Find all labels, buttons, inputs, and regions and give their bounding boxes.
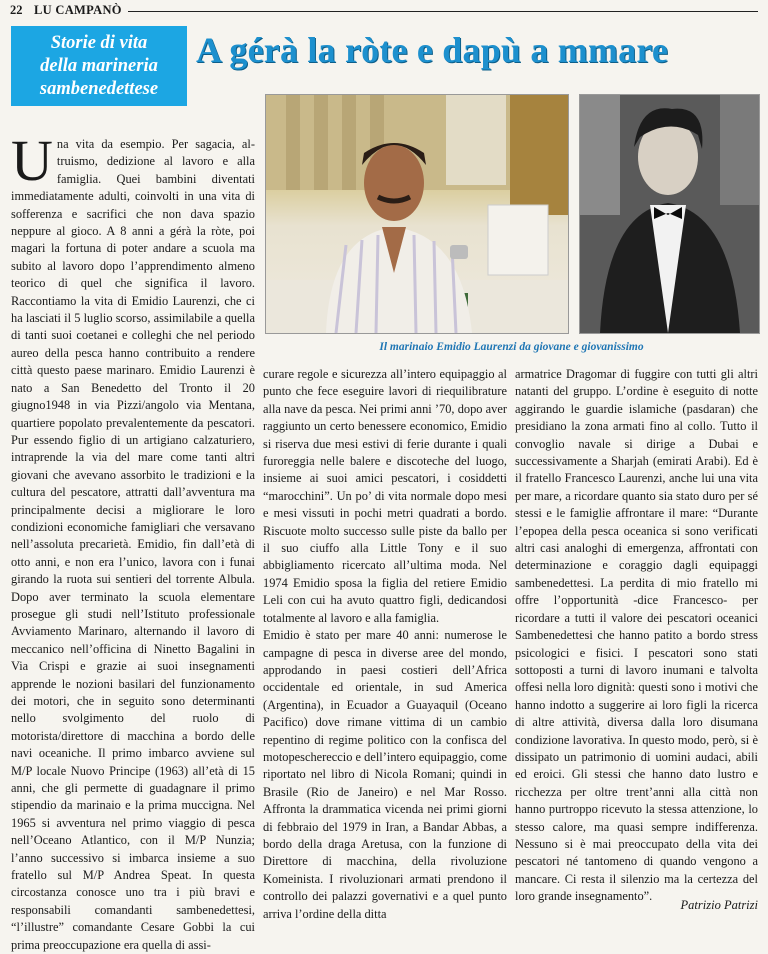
series-title-line-1: Storie di vita bbox=[50, 33, 148, 53]
author-signature: Patrizio Patrizi bbox=[680, 898, 758, 912]
photo-young-emidio bbox=[265, 94, 569, 334]
header-rule bbox=[128, 11, 758, 12]
article-paragraph: curare regole e sicurezza all’intero equipaggio al punto che fece eseguire lavori di riequilibrature alla nave da pesca. Nei primi anni ’70, dopo aver raggiunto un certo benessere economico, Emidio si riserva due mesi estivi di ferie durante i quali furoreggia nelle balere e discoteche del luogo, insieme ai suoi amici pescatori, i cosiddetti “marocchini”. Un po’ di vita normale dopo mesi e mesi vissuti in pochi metri quadrati a bordo. Riscuote molto successo sulle piste da ballo per il suo ciuffo alla Little Tony e il suo abbigliamento ricercato all’ultima moda. Nel 1974 Emidio sposa la figlia del retiere Emidio Leli con cui ha avuto quattro figli, dedicandosi totalmente al lavoro e alla famiglia. bbox=[263, 367, 507, 625]
magazine-name: LU CAMPANÒ bbox=[34, 3, 122, 17]
article-column-2 bbox=[263, 366, 507, 921]
article-column-3 bbox=[515, 366, 758, 906]
article-paragraph: Emidio è stato per mare 40 anni: numerose le campagne di pesca in diverse aree del mondo, approdando in paesi costieri dell’Africa occidentale ed orientale, in sud America (Argentina), in Ecuador a Guayaquil (Oceano Pacifico) dove rimane vittima di un cambio repentino di regime politico con la confisca del motopeschereccio e dell’intero equipaggio, come riportato nel libro di Nicola Romani; quindi in Brasile (Rio de Janeiro) e nel Mar Rosso. Affronta la drammatica vicenda nei primi giorni di febbraio del 1979 in Iran, a Bandar Abbas, a bordo della draga Aretusa, con la funzione di Direttore di macchina, della rivoluzione Komeinista. I rivoluzionari armati prendono il controllo dei palazzi governativi e a quel punto arriva l’ordine della ditta bbox=[263, 628, 507, 921]
photo-young-emidio-illustration bbox=[266, 95, 568, 333]
series-title-box bbox=[11, 26, 187, 106]
page-header bbox=[10, 3, 758, 19]
series-title-line-2: della marineria bbox=[40, 56, 158, 76]
page-number: 22 bbox=[10, 3, 23, 17]
series-title-line-3: sambenedettese bbox=[39, 79, 159, 99]
article-column-1-text: na vita da esempio. Per sagacia, altruismo, dedizione al lavoro e alla famiglia. Quei bambini diventati immediatamente adulti, coinvolti in una vita di sofferenza e sacrifici che non dava spazio neppure al gioco. A 8 anni a gérà la ròte, poi magari la fortuna di poter andare a scuola ma subito al lavoro dopo l’apprendimento almeno teorico di quel che significa il lavoro. Raccontiamo la vita di Emidio Laurenzi, che ci ha lasciati il 5 luglio scorso, assimilabile a quella di tanti suoi coetanei e colleghi che nel periodo aureo della pesca hanno contribuito a rendere città questo paese marinaro. Emidio Laurenzi è nato a San Benedetto del Tronto il 20 giugno1948 in via Pizzi/angolo via Mentana, quartiere popolato prevalentemente da pescatori. Pur essendo figlio di un artigiano calzaturiero, intraprende la via del mare come tanti altri giovani che avevano assorbito le tradizioni e la cultura del pescatore, attratti dall’avventura ma principalmente decisi a migliorare le loro condizioni economiche famigliari che versavano nell’assoluta precarietà. Emidio, fin dall’età di otto anni, e non era l’unico, lavora con i funai girando la ruota sui sentieri del torrente Albula. Dopo aver terminato la scuola elementare prosegue gli studi nell’Istituto professionale Avviamento Marinaro, alternando il lavoro di meccanico nell’officina di Ninetto Bagalini in Via Crispi e grazie ai suoi insegnamenti apprende le nozioni basilari del funzionamento dei motori, che in seguito sono determinanti nello svolgimento del ruolo di motorista/direttore di macchina a bordo delle navi oceaniche. Il primo imbarco avviene sul M/P locale Nuovo Principe (1963) all’età di 15 anni, che gli permette di guadagnare il primo stipendio da marinaio e la prima muccigna. Nel 1965 si avventura nel primo viaggio di pesca nell’Oceano Atlantico, con il M/P Nunzia; l’anno successivo si imbarca insieme a suo fratello sul M/P Andrea Speat. In questa circostanza conosce uno tra i più bravi e responsabili comandanti sambenedettesi, “l’illustre” comandante Cesare Gobbi la cui prima preoccupazione era quella di assi- bbox=[11, 137, 255, 952]
article-paragraph: armatrice Dragomar di fuggire con tutti gli altri natanti del gruppo. L’ordine è eseguito di notte aggirando le guardie islamiche (pasdaran) che presidiano la zona armati fino al collo. Tutto il convoglio navale si dirige a Dubai e successivamente a Sharjah (emirati Arabi). Ed è il fratello Francesco Laurenzi, anche lui una vita per mare, a ricordare quanto sia stato duro per sé stessi e le famiglie affrontare il mare: “Durante l’epopea della pesca oceanica si sono verificati altri casi analoghi di emergenza, affrontati con determinazione e coraggio dagli equipaggi sambenedettesi. La perdita di mio fratello mi offre l’opportunità -dice Francesco- per ricordare a tutti il valore dei pescatori oceanici Sambenedettesi che hanno patito a bordo stress psicologici e fisici. I pescatori sono stati sottoposti a turni di lavoro inumani e talvolta offesi nella loro dignità: questi sono i motivi che hanno indotto a suggerire ai loro figli la ricerca di altre attività, diversa dalla loro disumana condizione lavorativa. In questo modo, però, si è dissipato un patrimonio di uomini audaci, abili ed eroici. Gli stessi che hanno dato lustro e ricchezza per oltre trent’anni alla città non hanno purtroppo ricevuto la stessa attenzione, lo stesso calore, ma quasi sempre indifferenza. Nessuno si è mai preoccupato della vita dei pescatori né tantomeno di quando vengono a mancare. Ci resta il silenzio ma la certezza del loro grande insegnamento”. bbox=[515, 367, 758, 904]
article-headline: A gérà la ròte e dapù a mmare bbox=[196, 30, 669, 70]
photo-very-young-emidio bbox=[579, 94, 760, 334]
photo-caption: Il marinaio Emidio Laurenzi da giovane e giovanissimo bbox=[379, 341, 644, 353]
drop-cap: U bbox=[11, 128, 53, 193]
article-column-1 bbox=[11, 128, 255, 952]
photo-very-young-emidio-illustration bbox=[580, 95, 759, 333]
